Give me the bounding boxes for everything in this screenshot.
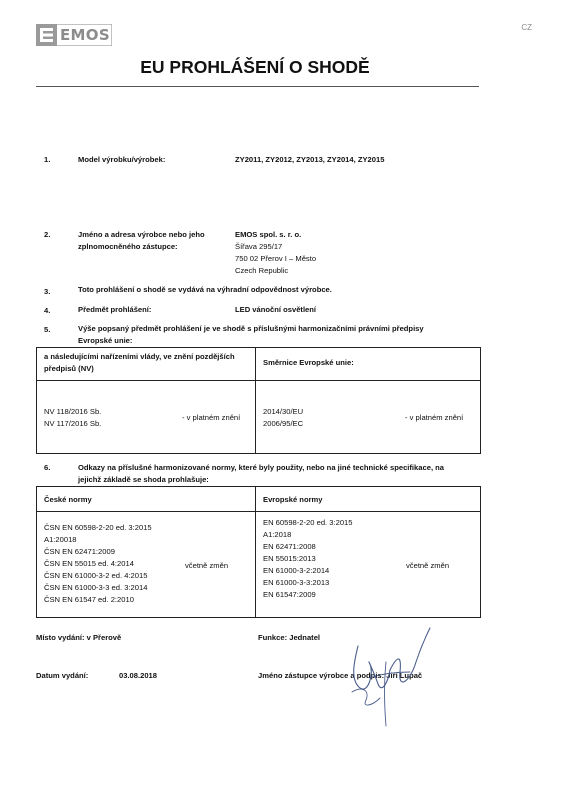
european-standard-item: EN 61000-3-2:2014 — [263, 566, 330, 575]
logo-text: EMOS — [60, 26, 110, 44]
regulations-table-header-divider — [36, 380, 481, 381]
item-5-number: 5. — [44, 325, 51, 334]
czech-standard-item: ČSN EN 61000-3-3 ed. 3:2014 — [44, 583, 148, 592]
directive-2014-30-eu: 2014/30/EU — [263, 407, 304, 416]
item-5-text-line-1: Výše popsaný předmět prohlášení je ve shodě s příslušnými harmonizačními právními předpisy — [78, 324, 424, 333]
regulations-table-column-divider — [255, 347, 256, 454]
item-1-label: Model výrobku/výrobek: — [78, 155, 166, 164]
item-6-text-line-1: Odkazy na příslušné harmonizované normy, které byly použity, nebo na jiné technické specifikace, na — [78, 463, 445, 472]
regulations-table-right-header: Směrnice Evropské unie: — [263, 358, 354, 367]
item-1-value: ZY2011, ZY2012, ZY2013, ZY2014, ZY2015 — [235, 155, 385, 164]
regulations-table-left-header-line-1: a následujícími nařízeními vlády, ve znění pozdějších — [44, 352, 235, 361]
regulations-right-note: - v platném znění — [405, 413, 464, 422]
regulations-left-note: - v platném znění — [182, 413, 241, 422]
standards-table-header-divider — [36, 511, 481, 512]
regulations-table-left-header-line-2: předpisů (NV) — [44, 364, 94, 373]
standards-table-column-divider — [255, 486, 256, 618]
item-5-text-line-2: Evropské unie: — [78, 336, 133, 345]
manufacturer-street: Šířava 295/17 — [235, 242, 283, 251]
european-standards-note: včetně změn — [406, 561, 450, 570]
page-title: EU PROHLÁŠENÍ O SHODĚ — [140, 57, 370, 77]
european-standard-item: EN 55015:2013 — [263, 554, 316, 563]
czech-standards-header: České normy — [44, 495, 92, 504]
item-1-number: 1. — [44, 155, 51, 164]
czech-standard-item: ČSN EN 55015 ed. 4:2014 — [44, 559, 134, 568]
item-2-label-line-2: zplnomocněného zástupce: — [78, 242, 178, 251]
item-6-number: 6. — [44, 463, 51, 472]
european-standard-item: EN 61547:2009 — [263, 590, 316, 599]
regulation-nv-117: NV 117/2016 Sb. — [44, 419, 102, 428]
european-standard-item: A1:2018 — [263, 530, 292, 539]
czech-standard-item: ČSN EN 60598-2-20 ed. 3:2015 — [44, 523, 152, 532]
czech-standard-item: ČSN EN 61000-3-2 ed. 4:2015 — [44, 571, 148, 580]
directive-2006-95-ec: 2006/95/EC — [263, 419, 304, 428]
signatory-function: Funkce: Jednatel — [258, 633, 321, 642]
czech-standard-item: A1:20018 — [44, 535, 77, 544]
regulation-nv-118: NV 118/2016 Sb. — [44, 407, 102, 416]
regulations-table — [36, 347, 481, 454]
item-2-label-line-1: Jméno a adresa výrobce nebo jeho — [78, 230, 205, 239]
issue-date-value: 03.08.2018 — [119, 671, 158, 680]
item-3-text: Toto prohlášení o shodě se vydává na výhradní odpovědnost výrobce. — [78, 285, 332, 294]
european-standard-item: EN 60598-2-20 ed. 3:2015 — [263, 518, 353, 527]
language-code: CZ — [521, 23, 532, 32]
european-standard-item: EN 62471:2008 — [263, 542, 316, 551]
item-4-number: 4. — [44, 306, 51, 315]
issue-date-label: Datum vydání: — [36, 671, 89, 680]
handwritten-signature — [340, 622, 440, 732]
item-3-number: 3. — [44, 287, 51, 296]
title-divider — [36, 86, 479, 87]
item-6-text-line-2: jejichž základě se shoda prohlašuje: — [78, 475, 209, 484]
manufacturer-country: Czech Republic — [235, 266, 289, 275]
european-standards-header: Evropské normy — [263, 495, 323, 504]
item-4-label: Předmět prohlášení: — [78, 305, 152, 314]
manufacturer-city: 750 02 Přerov I – Město — [235, 254, 317, 263]
czech-standard-item: ČSN EN 62471:2009 — [44, 547, 115, 556]
european-standard-item: EN 61000-3-3:2013 — [263, 578, 330, 587]
czech-standard-item: ČSN EN 61547 ed. 2:2010 — [44, 595, 134, 604]
item-2-number: 2. — [44, 230, 51, 239]
manufacturer-name: EMOS spol. s. r. o. — [235, 230, 302, 239]
item-4-value: LED vánoční osvětlení — [235, 305, 317, 314]
place-of-issue: Místo vydání: v Přerově — [36, 633, 122, 642]
representative-name-and-signature: Jméno zástupce výrobce a podpis: Jiří Lupač — [258, 671, 423, 680]
czech-standards-note: včetně změn — [185, 561, 229, 570]
